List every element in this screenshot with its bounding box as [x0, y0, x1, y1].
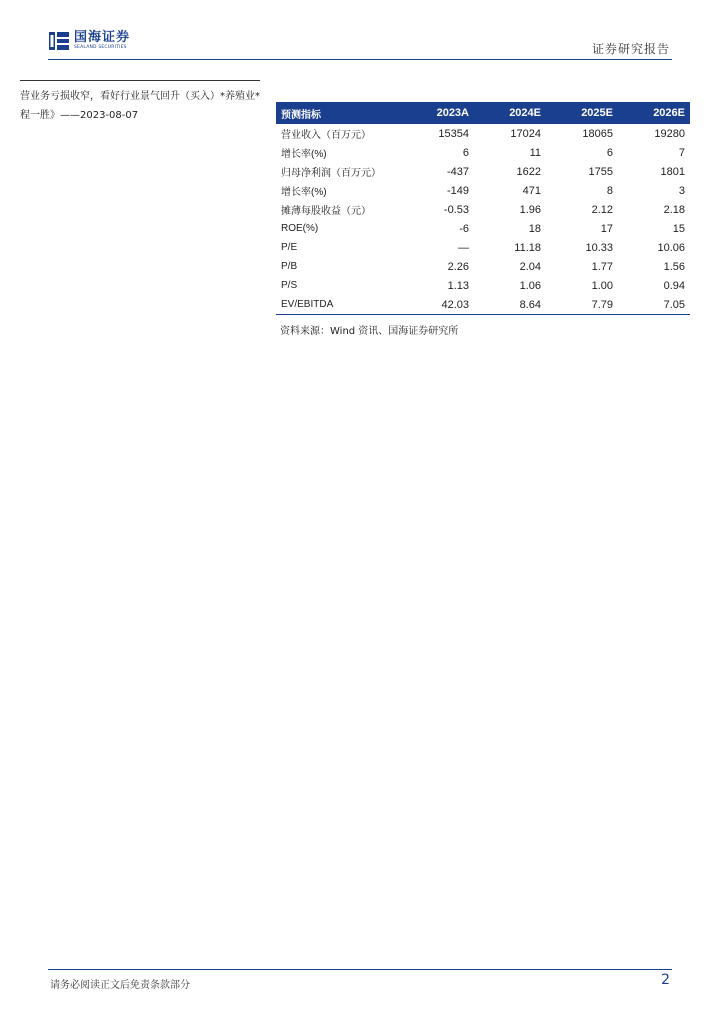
table-cell: 1.00 [591, 279, 613, 292]
table-row [276, 276, 690, 295]
row-label: P/S [281, 280, 298, 291]
forecast-table-section [276, 102, 690, 337]
table-cell: 1.13 [447, 279, 469, 292]
table-cell: 17024 [510, 127, 541, 140]
table-cell: 1.77 [591, 260, 613, 273]
page-header [0, 0, 724, 62]
table-cell: 15 [672, 222, 685, 235]
row-label: P/B [281, 261, 298, 272]
table-row [276, 143, 690, 162]
table-cell: 1.96 [519, 203, 541, 216]
row-label: 增长率(%) [281, 149, 327, 160]
table-cell: 2.12 [591, 203, 613, 216]
row-label: 摊薄每股收益（元） [281, 206, 371, 217]
table-cell: 1.56 [663, 260, 685, 273]
table-cell: 2.26 [447, 260, 469, 273]
footer-divider [48, 969, 672, 970]
header-divider [48, 59, 672, 60]
table-cell: 1755 [588, 165, 613, 178]
table-cell: 0.94 [663, 279, 685, 292]
table-row [276, 200, 690, 219]
table-cell: 3 [678, 184, 685, 197]
table-row [276, 238, 690, 257]
table-cell: -6 [459, 222, 469, 235]
header-cell: 预测指标 [281, 109, 321, 121]
header-cell: 2026E [653, 107, 685, 119]
row-label: 归母净利润（百万元） [281, 168, 381, 179]
report-type-label: 证券研究报告 [591, 42, 670, 56]
related-report-text: 营业务亏损收窄，看好行业景气回升（买入）*养殖业*程一胜》——2023-08-07 [20, 91, 260, 121]
row-label: 增长率(%) [281, 187, 327, 198]
header-cell: 2024E [509, 107, 541, 119]
table-cell: 6 [462, 146, 469, 159]
table-cell: -437 [446, 165, 469, 178]
table-source-note: 资料来源：Wind 资讯、国海证券研究所 [280, 326, 459, 337]
brand-logo [48, 30, 130, 52]
table-cell: 8.64 [474, 295, 546, 315]
table-cell: 7 [678, 146, 685, 159]
row-label: ROE(%) [281, 223, 319, 234]
page-number: 2 [661, 972, 670, 988]
sealand-logo-icon [48, 30, 70, 52]
row-label: P/E [281, 242, 298, 253]
table-cell: 10.33 [585, 241, 613, 254]
table-cell: 6 [606, 146, 613, 159]
table-cell: 18 [528, 222, 541, 235]
table-cell: 1801 [660, 165, 685, 178]
table-cell: 10.06 [657, 241, 685, 254]
table-cell: 1.06 [519, 279, 541, 292]
table-row [276, 162, 690, 181]
table-cell: 2.04 [519, 260, 541, 273]
forecast-table [276, 102, 690, 315]
table-cell: 7.79 [546, 295, 618, 315]
table-cell: -149 [446, 184, 469, 197]
table-cell: 11 [529, 146, 541, 159]
table-header-row [276, 102, 690, 124]
row-label: EV/EBITDA [276, 295, 402, 315]
table-cell: 7.05 [618, 295, 690, 315]
table-row [276, 257, 690, 276]
table-cell: 8 [606, 184, 613, 197]
row-label: 营业收入（百万元） [281, 130, 371, 141]
table-cell: 471 [522, 184, 541, 197]
table-cell: 1622 [516, 165, 541, 178]
table-cell: 11.18 [514, 241, 541, 254]
table-cell: 2.18 [663, 203, 685, 216]
footer-disclaimer: 请务必阅读正文后免责条款部分 [50, 980, 190, 991]
table-cell: 15354 [438, 127, 469, 140]
table-cell: 18065 [582, 127, 613, 140]
table-cell: 17 [600, 222, 613, 235]
table-cell: -0.53 [443, 203, 469, 216]
brand-name-en: SEALAND SECURITIES [74, 45, 127, 50]
related-divider [20, 80, 260, 81]
table-row [276, 295, 690, 315]
table-cell: 42.03 [402, 295, 474, 315]
brand-name-cn: 国海证券 [74, 30, 131, 45]
table-cell: — [458, 241, 469, 254]
table-cell: 19280 [654, 127, 685, 140]
related-report-note [20, 80, 262, 125]
table-row [276, 181, 690, 200]
header-cell: 2025E [581, 107, 613, 119]
header-cell: 2023A [436, 107, 469, 119]
table-row [276, 124, 690, 143]
table-row [276, 219, 690, 238]
